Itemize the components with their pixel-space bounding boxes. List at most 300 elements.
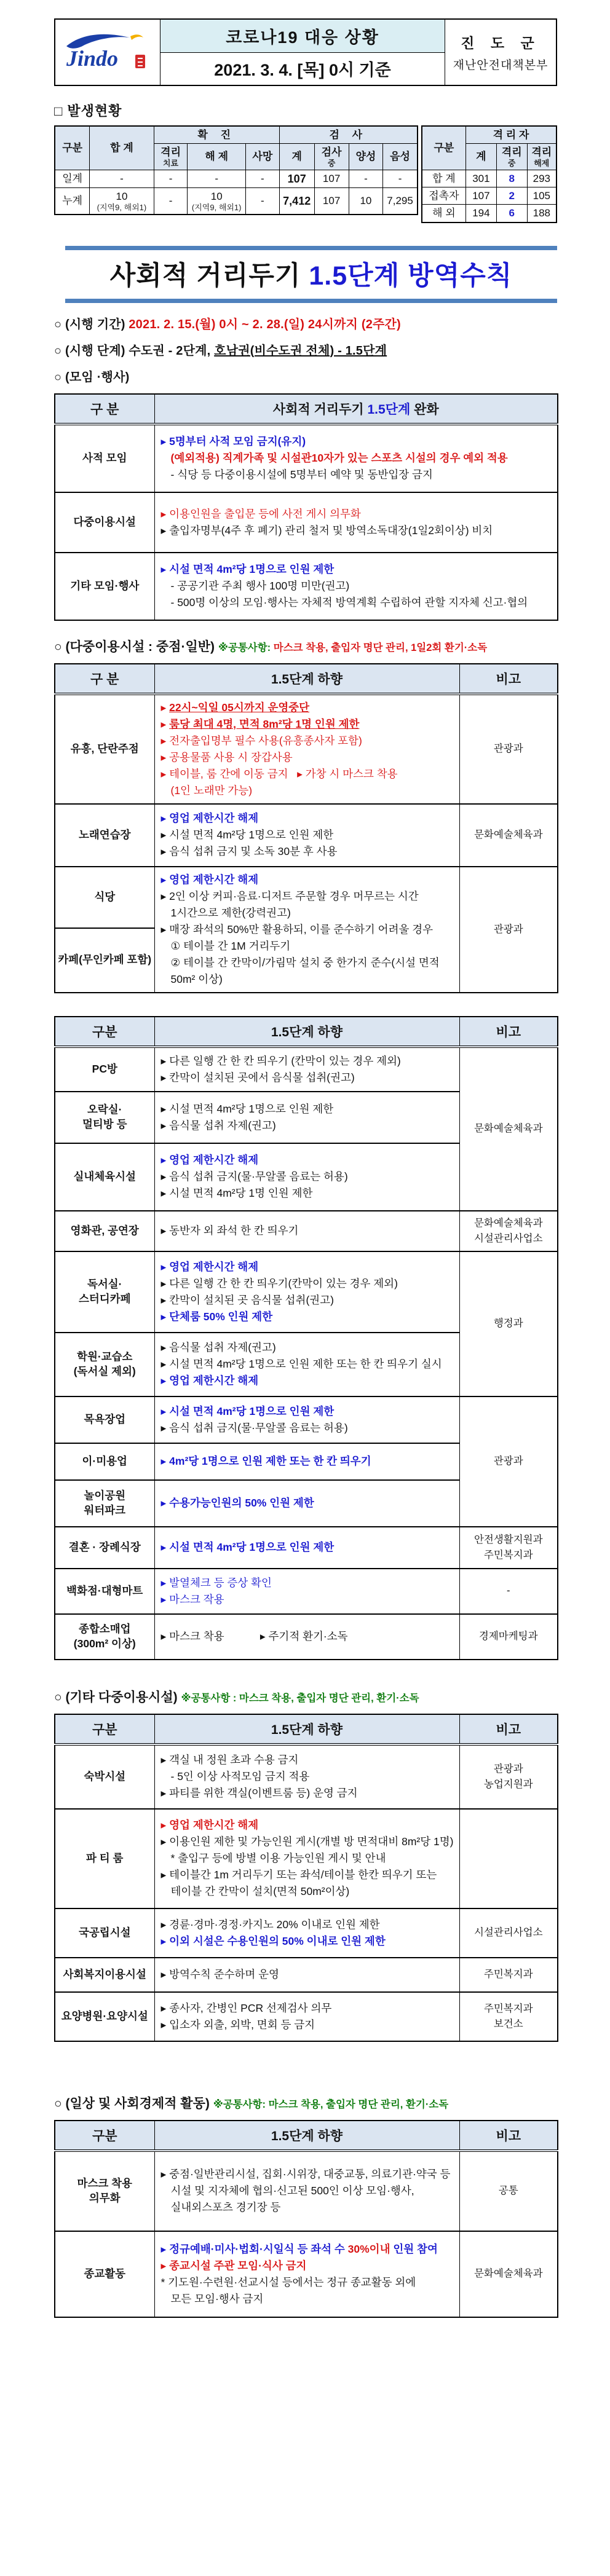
rule-table-body — [55, 1047, 558, 1660]
content-segment: ▸ 동반자 외 좌석 한 칸 띄우기 — [160, 1224, 299, 1237]
quarantine-header-row — [422, 126, 557, 144]
occ-value: (지역9, 해외1) — [191, 202, 242, 212]
bigo-line: 관광과 — [493, 1455, 523, 1467]
row-label — [55, 928, 154, 993]
content-line — [161, 467, 554, 483]
rule-row — [55, 804, 558, 867]
row-label — [55, 1480, 154, 1527]
row-label-line: 요양병원·요양시설 — [61, 2009, 148, 2022]
row-label-line: 멀티방 등 — [82, 1117, 127, 1130]
content-segment: ▸ 음식물 섭취 자제(권고) — [160, 1119, 276, 1132]
bigo-cell — [459, 694, 558, 804]
quarantine-value-cell: 2 — [496, 187, 527, 205]
occ-subheader-text: 격리 — [160, 146, 181, 159]
content-line — [161, 749, 456, 766]
bullet-meetings — [54, 367, 557, 385]
occ-value-cell — [279, 170, 314, 188]
section-facility-etc-common: ※공통사항 : 마스크 착용, 출입자 명단 관리, 환기·소독 — [181, 1692, 419, 1704]
content-cell — [154, 1443, 459, 1480]
rule-table-facility-2 — [54, 1016, 557, 1660]
content-line — [161, 1168, 456, 1185]
occ-value: 10 — [210, 191, 223, 203]
content-segment: ▸ 마스크 작용 — [160, 1593, 224, 1605]
occ-value: - — [215, 173, 219, 185]
content-segment: ▸ 입소자 외출, 외박, 면회 등 금지 — [160, 2018, 315, 2031]
jindo-logo — [55, 20, 160, 85]
row-label-line: 결혼 · 장례식장 — [68, 1540, 141, 1553]
bigo-line: 주민복지과 — [483, 1549, 533, 1561]
bigo-cell — [459, 2231, 558, 2317]
row-label — [55, 1251, 154, 1333]
content-segment: ▸ 테이블간 1m 거리두기 또는 좌석/테이블 한칸 띄우기 또는 — [160, 1869, 437, 1881]
content-line — [161, 1834, 456, 1850]
content-segment: ▸ 수용가능인원의 50% 인원 제한 — [160, 1497, 314, 1510]
content-cell — [154, 1908, 459, 1958]
row-label — [55, 1333, 154, 1396]
row-label-line: 놀이공원 — [84, 1489, 126, 1502]
content-line — [161, 1339, 456, 1356]
section-daily-title: ○ (일상 및 사회경제적 활동) — [54, 2096, 213, 2111]
rule-row — [55, 1744, 558, 1809]
content-line — [161, 1185, 456, 1202]
occ-value: - — [120, 173, 124, 185]
content-segment: ▸ 영업 제한시간 해제 — [160, 812, 259, 825]
content-segment: ▸ — [160, 701, 170, 714]
content-segment: ▸ 다른 일행 간 한 칸 띄우기 (칸막이 있는 경우 제외) — [160, 1054, 401, 1067]
content-segment: ▸ 단체룸 50% 인원 제한 — [160, 1310, 273, 1323]
header-middle — [160, 20, 445, 85]
quarantine-value-cell: 105 — [527, 187, 557, 205]
content-segment: ▸ 출입자명부(4주 후 폐기) 관리 철저 및 방역소독대장(1일2회이상) 비치 — [160, 524, 493, 537]
content-cell — [154, 492, 558, 553]
content-line — [161, 1292, 456, 1309]
content-line — [161, 1309, 456, 1325]
content-segment: ▸ 이용인원 제한 및 가능인원 게시(개별 방 면적대비 8m²당 1명) — [160, 1835, 454, 1848]
content-line — [161, 1495, 456, 1511]
jindo-logo-graphic — [61, 28, 154, 77]
occ-value: 107 — [322, 173, 341, 185]
content-segment: 모든 모임·행사 금지 — [170, 2292, 264, 2305]
bigo-cell — [459, 1396, 558, 1527]
content-segment: ▸ 영업 제한시간 해제 — [160, 1374, 259, 1387]
row-label — [55, 1143, 154, 1211]
content-line — [161, 1223, 456, 1239]
row-label-line: 오락실· — [87, 1103, 122, 1116]
occ-value: - — [261, 195, 264, 207]
row-label — [55, 1614, 154, 1660]
content-segment: ▸ 파티를 위한 객실(이벤트룸 등) 운영 금지 — [160, 1787, 358, 1800]
banner-bar-bottom — [65, 299, 557, 303]
content-line — [161, 1539, 456, 1556]
row-label — [55, 1744, 154, 1809]
document-title: 코로나19 대응 상황 — [160, 20, 445, 53]
quarantine-row-name: 해 외 — [422, 205, 466, 223]
content-cell — [154, 1143, 459, 1211]
content-line — [161, 843, 456, 860]
content-line — [161, 1591, 456, 1608]
rule-row — [55, 1992, 558, 2041]
content-segment: ▸ 음식물 섭취 자제(권고) — [160, 1341, 276, 1354]
header-main-segment: 1.5단계 하향 — [271, 1025, 343, 1039]
rule-row — [55, 1527, 558, 1569]
rule-row — [55, 2151, 558, 2231]
row-label-line: 종합소매업 — [78, 1622, 131, 1635]
bigo-line: 안전생활지원과 — [473, 1534, 543, 1545]
content-cell — [154, 1527, 459, 1569]
content-segment: - 공공기관 주최 행사 100명 미만(권고) — [170, 580, 350, 593]
header-gubun: 구 분 — [55, 394, 154, 424]
section-facility-main-common-items: 마스크 착용, 출입자 명단 관리, 1일2회 환기·소독 — [273, 642, 488, 653]
rule-row — [55, 1809, 558, 1908]
row-label — [55, 694, 154, 804]
content-segment: ▸ 5명부터 사적 모임 금지(유지) — [160, 435, 306, 448]
occ-subheader-text: 중 — [327, 158, 336, 168]
row-label — [55, 492, 154, 553]
content-line — [161, 827, 456, 843]
content-cell — [154, 1569, 459, 1614]
content-line — [161, 1101, 456, 1117]
content-segment: ▸ 시설 면적 4m²당 1명으로 인원 제한 — [160, 1102, 334, 1115]
org-name: 진 도 군 — [461, 35, 541, 51]
quarantine-subheader-cell — [527, 144, 557, 170]
occ-value: - — [398, 173, 402, 185]
rule-row — [55, 553, 558, 620]
occ-subheader-cell — [279, 144, 314, 170]
content-segment: ▸ 음식 섭취 금지(물·무알콜 음료는 허용) — [160, 1170, 348, 1183]
document-header — [54, 18, 557, 86]
content-line — [161, 2017, 456, 2033]
content-segment: ▸ 영업 제한시간 해제 — [160, 1260, 259, 1273]
content-line — [161, 506, 554, 522]
content-segment: * 출입구 등에 방별 이용 가능인원 게시 및 안내 — [170, 1852, 386, 1865]
header-bigo: 비고 — [459, 1714, 558, 1744]
content-cell — [154, 867, 459, 993]
content-segment: ▸ 시설 면적 4m²당 1명으로 인원 제한 또는 한 칸 띄우기 실시 — [160, 1358, 442, 1371]
rule-table-facility-main-1 — [54, 663, 558, 993]
key-bullets — [54, 314, 557, 385]
content-segment: ▸ 발열체크 등 증상 확인 — [160, 1576, 272, 1589]
occ-value-cell — [349, 170, 383, 188]
occ-value-cell — [154, 170, 188, 188]
row-label-line: 다중이용시설 — [73, 515, 136, 528]
bigo-cell — [459, 1992, 558, 2041]
content-line — [161, 1403, 456, 1420]
page-content — [54, 18, 557, 2318]
rule-table-body — [55, 2151, 558, 2317]
rule-table-daily — [54, 2120, 557, 2318]
bigo-cell — [459, 1614, 558, 1660]
content-segment: 30%이내 — [347, 2242, 390, 2255]
quarantine-value-cell: 188 — [527, 205, 557, 223]
occurrence-tables — [54, 125, 557, 223]
occ-value-cell — [245, 170, 279, 188]
content-segment: ▸ — [160, 717, 170, 730]
content-line — [161, 1933, 456, 1950]
content-line — [161, 1817, 456, 1834]
row-label-line: 학원·교습소 — [77, 1350, 133, 1363]
occ-subheader-cell — [188, 144, 246, 170]
content-line — [161, 578, 554, 594]
row-label — [55, 804, 154, 867]
content-line — [161, 2166, 456, 2183]
section-facility-main — [54, 637, 557, 655]
row-label — [55, 867, 154, 928]
section-daily — [54, 2093, 557, 2112]
occ-header-row — [55, 126, 418, 144]
rule-row — [55, 1614, 558, 1660]
content-cell — [154, 2231, 459, 2317]
bigo-cell — [459, 1251, 558, 1396]
section-gap-large — [54, 2044, 557, 2093]
occurrence-table-right — [421, 125, 557, 223]
content-segment: ▸ 영업 제한시간 해제 — [160, 873, 259, 886]
content-segment: ▸ 영업 제한시간 해제 — [160, 1819, 259, 1832]
banner-title-black: 사회적 거리두기 — [109, 261, 309, 291]
quarantine-subheader-text: 해제 — [534, 158, 550, 168]
rule-row — [55, 1396, 558, 1443]
occ-value-cell — [383, 188, 418, 215]
bigo-line: 시설관리사업소 — [473, 1232, 543, 1244]
row-label-line: 백화점·대형마트 — [66, 1584, 143, 1597]
content-line — [161, 1152, 456, 1168]
occ-subheader-cell — [314, 144, 349, 170]
bullet-meetings-label: ○ (모임 ·행사) — [54, 370, 130, 384]
section-facility-etc — [54, 1687, 557, 1706]
content-line — [161, 1356, 456, 1373]
occ-value: - — [364, 173, 368, 185]
quarantine-group: 격 리 자 — [465, 126, 557, 144]
banner-bar-top — [65, 246, 557, 250]
occ-value-cell — [188, 188, 246, 215]
row-label-line: 사회복지이용시설 — [63, 1967, 146, 1980]
content-segment: ▸ 이외 시설은 수용인원의 50% 이내로 인원 제한 — [160, 1934, 386, 1947]
quarantine-subheader-text: 격리 — [501, 146, 522, 159]
content-segment: ① 테이블 간 1M 거리두기 — [170, 939, 291, 952]
rule-header-row — [55, 2121, 558, 2151]
rule-header-row — [55, 1017, 558, 1047]
document-date: 2021. 3. 4. [목] 0시 기준 — [214, 61, 391, 80]
header-main — [154, 394, 558, 424]
row-label-line: PC방 — [92, 1062, 117, 1075]
bigo-cell — [459, 1047, 558, 1211]
occ-subheader-text: 양성 — [355, 151, 376, 163]
content-segment: ▸ 칸막이 설치된 곳에서 음식물 섭취(권고) — [160, 1071, 355, 1084]
quarantine-data-row — [422, 187, 557, 205]
bigo-line: 경제마케팅과 — [478, 1631, 538, 1642]
row-label-line: 스터디카페 — [78, 1292, 131, 1305]
rule-table-body — [55, 424, 558, 620]
content-line — [161, 905, 456, 921]
bigo-cell — [459, 1958, 558, 1992]
content-line — [161, 1883, 456, 1900]
rule-table-head — [55, 2121, 558, 2151]
content-line — [161, 1575, 456, 1591]
occ-value-cell — [90, 188, 154, 215]
bullet-stage — [54, 341, 557, 358]
row-label-line: 독서실· — [87, 1277, 122, 1290]
content-cell — [154, 1251, 459, 1333]
content-line — [161, 782, 456, 799]
row-label — [55, 1527, 154, 1569]
row-label — [55, 2231, 154, 2317]
bullet-stage-label: ○ (시행 단계) 수도권 - 2단계, — [54, 344, 215, 358]
content-segment: ▸ 객실 내 정원 초과 수용 금지 — [160, 1754, 299, 1767]
quarantine-value-cell: 107 — [465, 187, 496, 205]
banner-title-blue: 1.5단계 방역수칙 — [309, 261, 513, 291]
content-segment: 룸당 최대 4명, 면적 8m²당 1명 인원 제한 — [169, 717, 360, 730]
row-label — [55, 1569, 154, 1614]
content-line — [161, 2000, 456, 2017]
bigo-cell — [459, 1527, 558, 1569]
occ-col-total: 합 계 — [90, 126, 154, 170]
content-cell — [154, 1480, 459, 1527]
row-label-line: 의무화 — [89, 2191, 121, 2204]
bigo-cell — [459, 1908, 558, 1958]
rule-row — [55, 1251, 558, 1333]
header-gubun: 구분 — [55, 1017, 154, 1047]
rule-table-body — [55, 1744, 558, 2041]
content-cell — [154, 1047, 459, 1092]
content-segment: ② 테이블 간 칸막이/가림막 설치 중 한가지 준수(시설 면적 50m² 이상) — [170, 956, 443, 985]
content-line — [161, 955, 456, 988]
rule-header-row — [55, 394, 558, 424]
section-gap — [54, 1663, 557, 1687]
rule-row — [55, 1958, 558, 1992]
section-daily-common: ※공통사항: 마스크 착용, 출입자 명단 관리, 환기·소독 — [213, 2098, 449, 2110]
header-bigo: 비고 — [459, 664, 558, 694]
row-label-line: (300m² 이상) — [73, 1637, 136, 1650]
occ-value-cell — [279, 188, 314, 215]
content-segment: - 500명 이상의 모임·행사는 자체적 방역계획 수립하여 관할 지자체 신고·협의 — [170, 596, 528, 609]
content-line — [161, 872, 456, 888]
content-segment: ▸ 2인 이상 커피·음료·디저트 주문할 경우 머무르는 시간 — [160, 889, 419, 902]
occ-value: 7,412 — [283, 194, 311, 207]
content-line — [161, 1053, 456, 1069]
content-line — [161, 810, 456, 827]
banner-title — [65, 250, 557, 299]
rule-table-facility-1 — [54, 663, 557, 993]
rule-row — [55, 492, 558, 553]
content-line — [161, 716, 456, 733]
rule-table-daily-activity — [54, 2120, 558, 2318]
header-main — [154, 1017, 459, 1047]
content-segment: ▸ 음식 섭취 금지 및 소독 30분 후 사용 — [160, 845, 338, 858]
row-label — [55, 1047, 154, 1092]
content-segment: ▸ 마스크 착용 ▸ 주기적 환기·소독 — [160, 1630, 348, 1643]
content-segment: (예외적용) 직계가족 및 시설관10자가 있는 스포츠 시설의 경우 예외 적용 — [170, 452, 508, 465]
header-main-segment: 1.5단계 — [367, 402, 411, 417]
occ-value: 107 — [322, 195, 341, 207]
content-segment: ▸ 전자출입명부 필수 사용(유흥종사자 포함) — [160, 734, 362, 747]
rule-row — [55, 694, 558, 804]
header-gubun: 구분 — [55, 2121, 154, 2151]
content-line — [161, 433, 554, 450]
rule-row — [55, 2231, 558, 2317]
content-segment: ▸ 경륜·경마·경정·카지노 20% 이내로 인원 제한 — [160, 1918, 380, 1931]
occ-row-name: 누계 — [55, 188, 90, 215]
bigo-cell — [459, 1744, 558, 1809]
content-cell — [154, 1958, 459, 1992]
content-cell — [154, 694, 459, 804]
content-segment: ▸ 4m²당 1명으로 인원 제한 또는 한 칸 띄우기 — [160, 1455, 371, 1468]
header-main-segment: 1.5단계 하향 — [271, 672, 343, 687]
bigo-line: 관광과 — [493, 923, 523, 935]
row-label — [55, 1958, 154, 1992]
content-segment: - 5인 이상 사적모임 금지 적용 — [170, 1770, 310, 1783]
bigo-line: 문화예술체육과 — [473, 1217, 543, 1229]
header-main-segment: 1.5단계 하향 — [271, 2129, 343, 2143]
content-cell — [154, 424, 558, 492]
row-label — [55, 553, 154, 620]
row-label-line: 사적 모임 — [82, 451, 127, 464]
section-facility-etc-title: ○ (기타 다중이용시설) — [54, 1690, 181, 1704]
content-segment: ▸ 칸막이 설치된 곳 음식물 섭취(권고) — [160, 1293, 334, 1306]
occ-subheader-text: 해 제 — [205, 151, 228, 163]
occ-subheader-text: 사망 — [252, 151, 273, 163]
quarantine-subheader-text: 중 — [507, 158, 516, 168]
content-line — [161, 1867, 456, 1883]
content-line — [161, 1785, 456, 1802]
rule-row — [55, 867, 558, 928]
content-cell — [154, 1809, 459, 1908]
bullet-period-label: ○ (시행 기간) — [54, 317, 129, 331]
row-label — [55, 2151, 154, 2231]
quarantine-value-cell: 6 — [496, 205, 527, 223]
quarantine-data-row — [422, 170, 557, 187]
content-segment: ▸ 시설 면적 4m²당 1명으로 인원 제한 — [160, 563, 335, 576]
occ-subheader-text: 검사 — [321, 146, 342, 159]
rule-table-head — [55, 664, 558, 694]
content-segment: ▸ 매장 좌석의 50%만 활용하되, 이를 준수하기 어려울 경우 — [160, 923, 434, 935]
content-line — [161, 594, 554, 611]
row-label — [55, 1396, 154, 1443]
occ-subheader-text: 치료 — [163, 158, 179, 168]
content-segment: 인원 참여 — [390, 2242, 438, 2255]
quarantine-col-gubun: 구분 — [422, 126, 466, 170]
rule-row — [55, 1569, 558, 1614]
content-line — [161, 1850, 456, 1867]
row-label-line: 숙박시설 — [84, 1770, 126, 1782]
svg-text:Jindo: Jindo — [66, 46, 119, 71]
header-main — [154, 1714, 459, 1744]
occ-group-confirmed: 확 진 — [154, 126, 279, 144]
row-label-line: 영화관, 공연장 — [70, 1224, 139, 1237]
occ-subheader-text: 음성 — [390, 151, 410, 163]
content-line — [161, 921, 456, 938]
distancing-banner — [65, 246, 557, 303]
header-bigo: 비고 — [459, 1017, 558, 1047]
content-cell — [154, 1992, 459, 2041]
row-label — [55, 1443, 154, 1480]
row-label-line: 종교활동 — [84, 2267, 126, 2280]
bullet-period — [54, 314, 557, 332]
content-line — [161, 2199, 456, 2216]
row-label — [55, 1092, 154, 1143]
content-segment: ▸ 영업 제한시간 해제 — [160, 1154, 259, 1167]
rule-row — [55, 1908, 558, 1958]
occ-subheader-cell — [383, 144, 418, 170]
content-segment: 실내외스포츠 경기장 등 — [170, 2201, 281, 2214]
row-label — [55, 1809, 154, 1908]
row-label-line: 파 티 룸 — [86, 1851, 124, 1864]
content-segment: ▸ 방역수칙 준수하며 운영 — [160, 1968, 279, 1981]
content-segment: ▸ 이용인원을 출입문 등에 사전 게시 의무화 — [160, 507, 361, 520]
content-segment: ▸ 종사자, 간병인 PCR 선제검사 의무 — [160, 2001, 332, 2014]
occ-value: - — [168, 173, 173, 185]
rule-table-etc — [54, 1714, 557, 2042]
bigo-line: 문화예술체육과 — [473, 2268, 543, 2280]
content-segment: ▸ 시설 면적 4m²당 1명으로 인원 제한 — [160, 1541, 335, 1554]
